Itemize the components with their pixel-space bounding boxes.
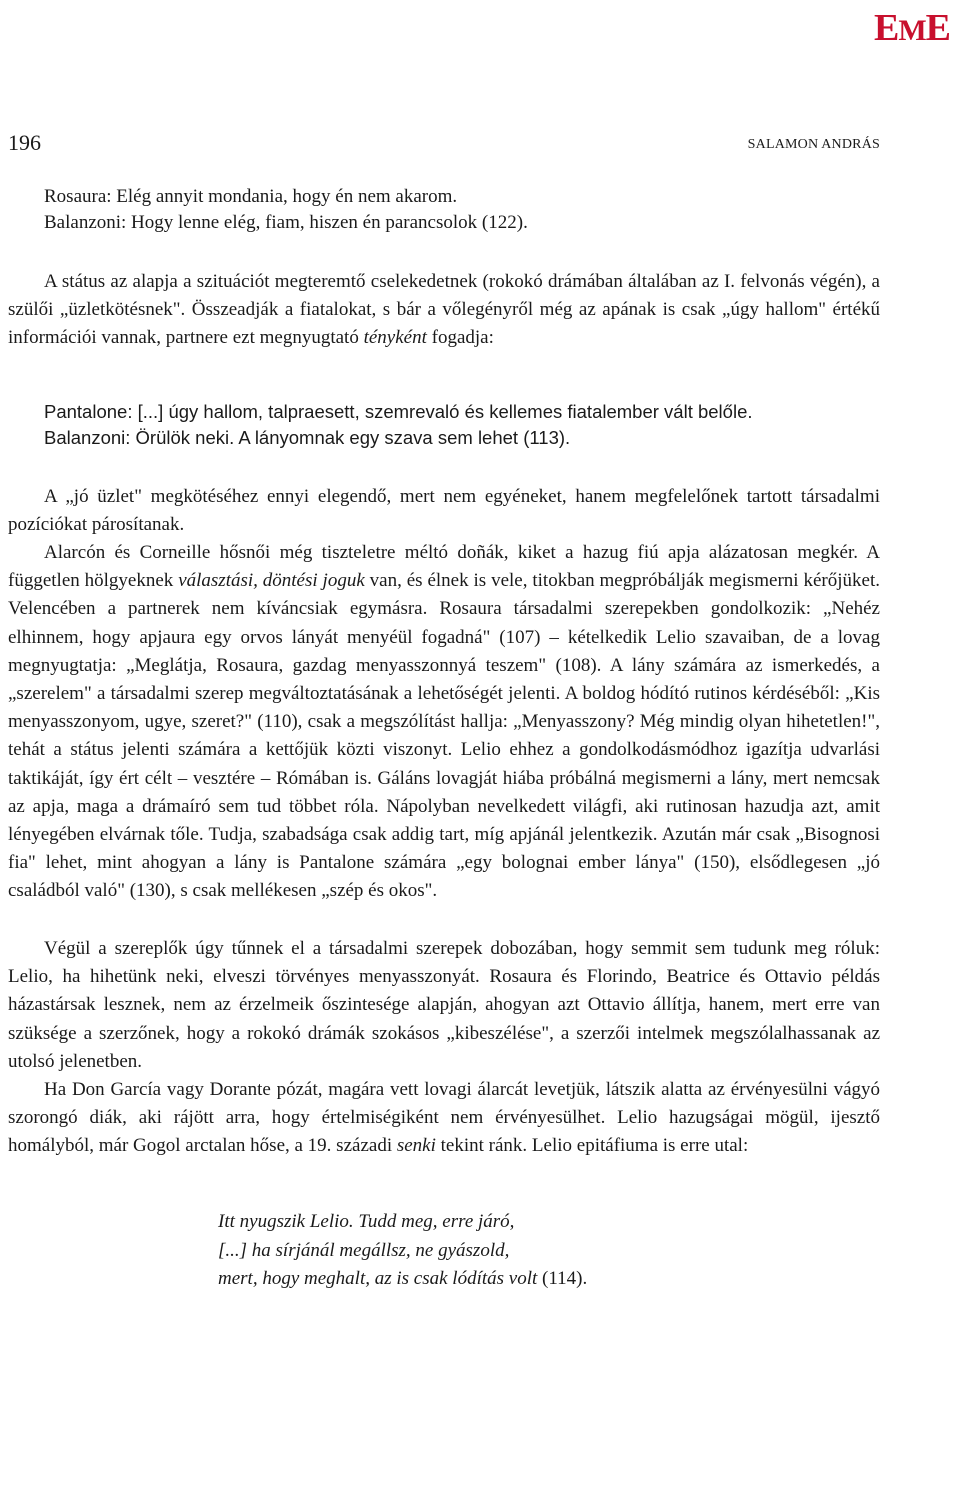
verse-line: Itt nyugszik Lelio. Tudd meg, erre járó, — [218, 1211, 515, 1232]
paragraph-2: A „jó üzlet" megkötéséhez ennyi elegendő, mert nem egyéneket, hanem megfelelőnek tartott társadalmi pozíciókat párosítanak. — [8, 486, 880, 536]
dialogue-quote-1 — [44, 184, 874, 236]
epitaph-verse — [218, 1208, 587, 1294]
emphasis: tényként — [363, 327, 427, 349]
paragraph-5: Ha Don García vagy Dorante pózát, magára vett lovagi álarcát levetjük, látszik alatta az érvényesülni vágyó szorongó diák, aki rájött arra, hogy értelmiségiként nem érvényesülhet. Lelio hazugságai mögül, ijesztő homályból, már Gogol arctalan hőse, a 19. századi senki tekint ránk. Lelio epitáfiuma is erre utal: — [8, 1079, 880, 1157]
quote-line: Pantalone: [...] úgy hallom, talpraesett, szemrevaló és kellemes fiatalember vált belőle. — [44, 401, 753, 422]
page-number: 196 — [8, 130, 41, 155]
verse-line: mert, hogy meghalt, az is csak lódítás volt (114). — [218, 1268, 588, 1289]
emphasis: senki — [396, 1135, 436, 1157]
paragraph-3: Alarcón és Corneille hősnői még tiszteletre méltó doñák, kiket a hazug fiú apja alázatosan megkér. A független hölgyeknek választási, döntési joguk van, és élnek is vele, titokban megpróbálják megismerni kérőjüket. Velencében a partnerek nem kíváncsiak egymásra. Rosaura társadalmi szerepekben gondolkozik: „Nehéz elhinnem, hogy apjaura egy orvos lányát menyéül fogadná" (107) – kételkedik Lelio szavaiban, de a lovag megnyugtatja: „Meglátja, Rosaura, gazdag menyasszonnyá teszem" (108). A lány számára az ismerkedés, a „szerelem" a társadalmi szerep megváltoztatásának a lehetőségét jelenti. A boldog hódító rutinos kérdéséből: „Kis menyasszonyom, ugye, szeret?" (110), csak a megszólítást hallja: „Menyasszony? Még mindig olyan hihetetlen!", tehát a státus jelenti számára a kettőjük közti viszonyt. Lelio ehhez a gondolkodásmódhoz igazítja udvarlási taktikáját, így ért célt – vesztére – Rómában is. Gáláns lovagját hiába próbálná megismerni a lány, mert nemcsak az apja, maga a drámaíró sem tud többet róla. Nápolyban nevelkedett világfi, aki rutinosan hazudja azt, amit lényegében elvárnak tőle. Tudja, szabadsága csak addig tart, míg apjánál jelentkezik. Azután már csak „Bisognosi fia" lehet, mint ahogyan a lány is Pantalone számára „egy bolognai ember lánya" (150), elsődlegesen „jó családból való" (130), s csak mellékesen „szép és okos". — [8, 542, 880, 902]
quote-line: Balanzoni: Örülök neki. A lányomnak egy szava sem lehet (113). — [44, 427, 571, 448]
verse-line: [...] ha sírjánál megállsz, ne gyászold, — [218, 1239, 510, 1261]
emphasis: választási, döntési joguk — [178, 570, 365, 592]
publisher-logo: EME — [873, 7, 950, 49]
paragraph-4: Végül a szereplők úgy tűnnek el a társadalmi szerepek dobozában, hogy semmit sem tudunk meg róluk: Lelio, ha hihetünk neki, elveszi törvényes menyasszonyát. Rosaura és Florindo, Beatrice és Ottavio példás házastársak lesznek, nem az érzelmeik őszintesége alapján, ahogyan azt Ottavio állítja, hanem, mert erre van szüksége a szerzőnek, hogy a rokokó drámák szokásos „kibeszélése", a szerzői intelmek megszólalhassanak az utolsó jelenetben. — [8, 938, 880, 1072]
quote-line: Rosaura: Elég annyit mondania, hogy én nem akarom. — [44, 186, 458, 207]
page-reference: (114). — [537, 1268, 588, 1289]
running-head: SALAMON ANDRÁS — [747, 137, 880, 152]
paragraph-1: A státus az alapja a szituációt megteremtő cselekedetnek (rokokó drámában általában az I. felvonás végén), a szülői „üzletkötésnek". Összeadják a fiatalokat, s bár a vőlegényről még az apának is csak „úgy hallom" értékű információi vannak, partnere ezt megnyugtató tényként fogadja: — [8, 271, 880, 349]
dialogue-quote-2 — [44, 399, 874, 451]
quote-line: Balanzoni: Hogy lenne elég, fiam, hiszen én parancsolok (122). — [44, 212, 528, 233]
